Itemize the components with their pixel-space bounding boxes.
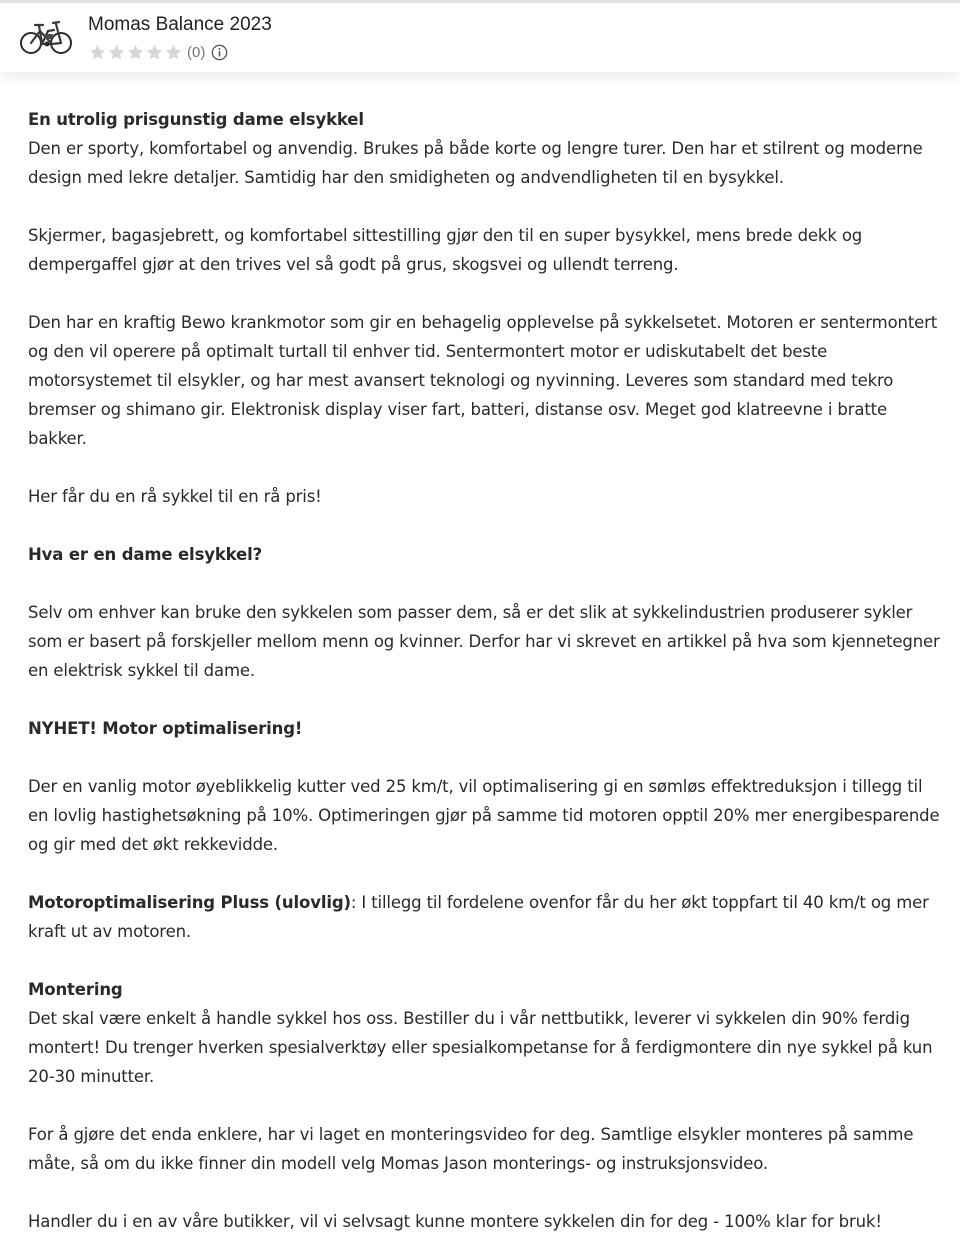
description-paragraph: Handler du i en av våre butikker, vil vi selvsagt kunne montere sykkelen din for deg - 100% klar for bruk!: [28, 1212, 882, 1231]
description-heading: NYHET! Motor optimalisering!: [28, 719, 303, 738]
description-paragraph: Den er sporty, komfortabel og anvendig. Brukes på både korte og lengre turer. Den har et stilrent og moderne design med lekre detaljer. Samtidig har den smidigheten og andvendligheten til en bysykkel.: [28, 139, 923, 187]
star-empty-icon: [165, 44, 182, 61]
description-paragraph: Det skal være enkelt å handle sykkel hos oss. Bestiller du i vår nettbutikk, leverer vi sykkelen din 90% ferdig montert! Du trenger hverken spesialverktøy eller spesialkompetanse for å ferdigmontere din nye sykkel på kun 20-30 minutter.: [28, 1009, 933, 1086]
description-paragraph: Selv om enhver kan bruke den sykkelen som passer dem, så er det slik at sykkelindustrien produserer sykler som er basert på forskjeller mellom menn og kvinner. Derfor har vi skrevet en artikkel på hva som kjennetegner en elektrisk sykkel til dame.: [28, 603, 940, 680]
description-paragraph: For å gjøre det enda enklere, har vi laget en monteringsvideo for deg. Samtlige elsykler monteres på samme måte, så om du ikke finner din modell velg Momas Jason monterings- og instruksjonsvideo.: [28, 1125, 914, 1173]
bicycle-icon: [18, 17, 74, 57]
product-thumbnail[interactable]: [18, 17, 74, 57]
description-paragraph: Den har en kraftig Bewo krankmotor som gir en behagelig opplevelse på sykkelsetet. Motoren er sentermontert og den vil operere på optimalt turtall til enhver tid. Sentermontert motor er udiskutabelt det beste motorsystemet til elsykler, og har mest avansert teknologi og nyvinning. Leveres som standard med tekro bremser og shimano gir. Elektronisk display viser fart, batteri, distanse osv. Meget god klatreevne i bratte bakker.: [28, 313, 938, 448]
star-rating: [89, 44, 184, 61]
product-title[interactable]: Momas Balance 2023: [88, 14, 272, 35]
info-icon[interactable]: [211, 44, 228, 61]
paragraph-rest: : I tillegg til fordelene ovenfor får du her økt toppfart til 40 km/t og mer kraft ut av motoren.: [28, 893, 929, 941]
rating-summary[interactable]: [89, 41, 228, 63]
description-paragraph: Skjermer, bagasjebrett, og komfortabel sittestilling gjør den til en super bysykkel, mens brede dekk og dempergaffel gjør at den trives vel så godt på grus, skogsvei og ullendt terreng.: [28, 226, 863, 274]
description-paragraph: Her får du en rå sykkel til en rå pris!: [28, 487, 322, 506]
description-paragraph: Der en vanlig motor øyeblikkelig kutter ved 25 km/t, vil optimalisering gi en sømløs effektreduksjon i tillegg til en lovlig hastighetsøkning på 10%. Optimeringen gjør på samme tid motoren opptil 20% mer energibesparende og gir med det økt rekkevidde.: [28, 777, 940, 854]
star-empty-icon: [146, 44, 163, 61]
description-heading: En utrolig prisgunstig dame elsykkel: [28, 110, 364, 129]
bold-lead: Motoroptimalisering Pluss (ulovlig): [28, 893, 351, 912]
description-heading: Montering: [28, 980, 123, 999]
description-heading: Hva er en dame elsykkel?: [28, 545, 263, 564]
star-empty-icon: [108, 44, 125, 61]
sticky-product-header: [0, 3, 960, 72]
review-count: (0): [187, 43, 206, 61]
product-description: [28, 105, 946, 1236]
star-empty-icon: [89, 44, 106, 61]
description-paragraph: [28, 888, 946, 946]
star-empty-icon: [127, 44, 144, 61]
